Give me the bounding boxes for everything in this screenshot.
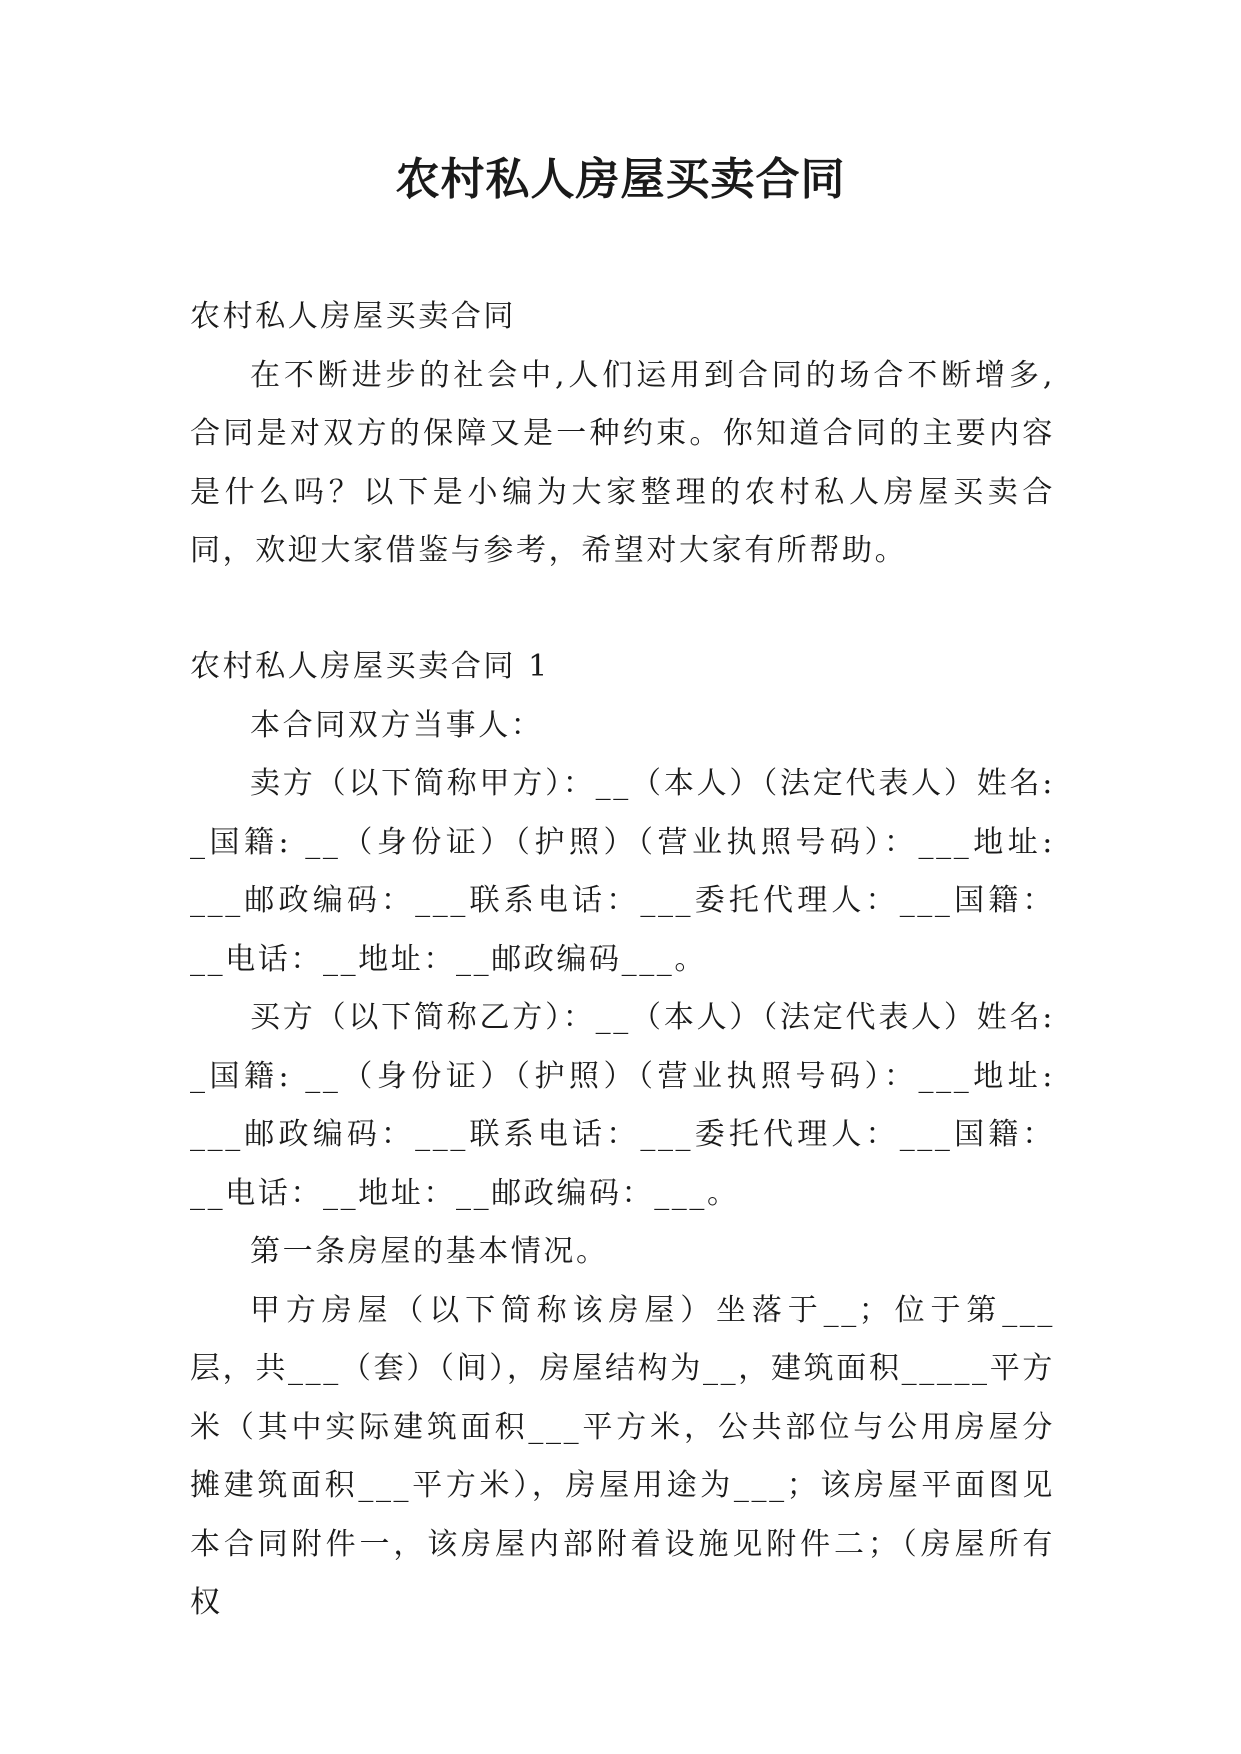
- intro-heading: 农村私人房屋买卖合同: [190, 299, 516, 334]
- article-1-body: 甲方房屋（以下简称该房屋）坐落于__；位于第___层，共___（套）（间），房屋结构为__，建筑面积_____平方米（其中实际建筑面积___平方米，公共部位与公用房屋分摊建筑面积___平方米），房屋用途为___；该房屋平面图见本合同附件一，该房屋内部附着设施见附件二；（房屋所有权: [190, 1292, 1055, 1620]
- seller-paragraph: 卖方（以下简称甲方）：__（本人）（法定代表人）姓名: _国籍: __（身份证）（护照）（营业执照号码）：___地址: ___邮政编码：___联系电话：___委托代理人：___国籍：__电话：__地址：__邮政编码___。: [190, 766, 1055, 977]
- document-title: 农村私人房屋买卖合同: [395, 154, 846, 205]
- buyer-paragraph: 买方（以下简称乙方）：__（本人）（法定代表人）姓名: _国籍: __（身份证）（护照）（营业执照号码）：___地址: ___邮政编码：___联系电话：___委托代理人：___国籍：__电话：__地址：__邮政编码：___。: [190, 1000, 1055, 1211]
- contract-1-section: [190, 638, 1055, 1633]
- intro-paragraph: 在不断进步的社会中,人们运用到合同的场合不断增多,合同是对双方的保障又是一种约束。你知道合同的主要内容是什么吗？以下是小编为大家整理的农村私人房屋买卖合同，欢迎大家借鉴与参考，希望对大家有所帮助。: [190, 357, 1055, 568]
- article-1-title: 第一条房屋的基本情况。: [250, 1234, 609, 1269]
- parties-label: 本合同双方当事人：: [250, 707, 544, 743]
- intro-section: [190, 288, 1055, 581]
- contract-1-heading: 农村私人房屋买卖合同 1: [190, 649, 550, 684]
